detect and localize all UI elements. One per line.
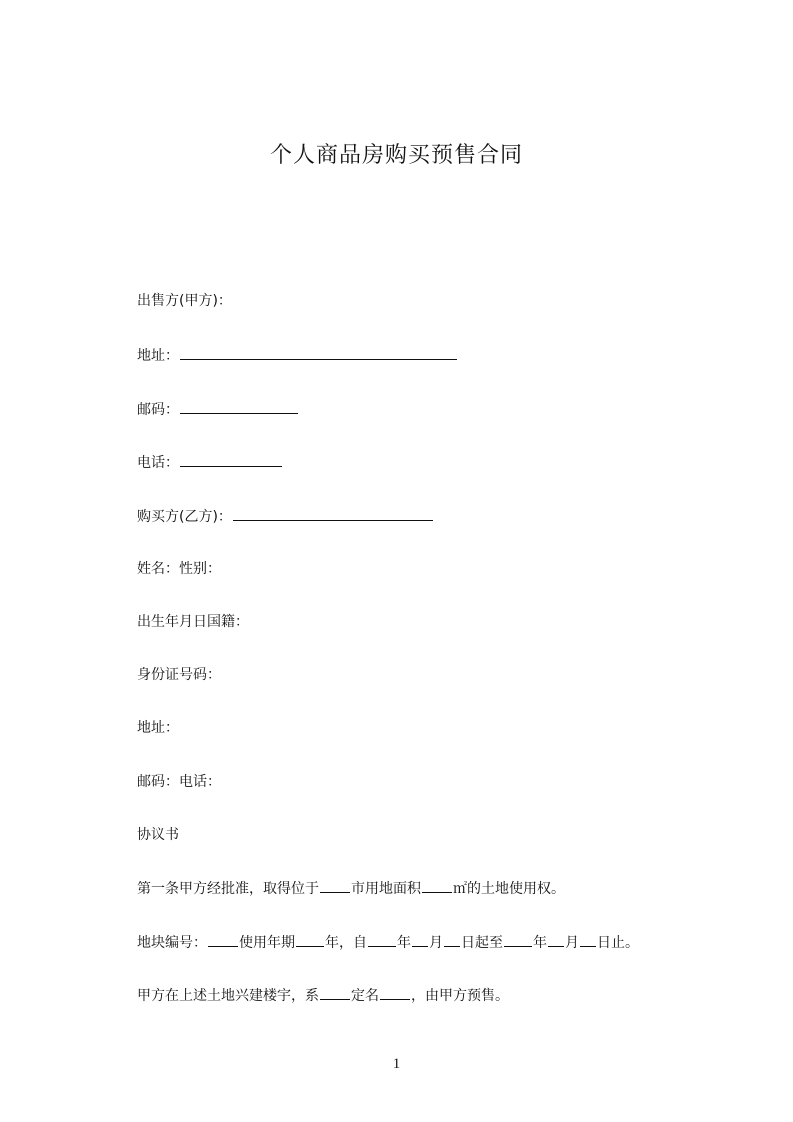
plot-text-3: 年，自 <box>325 935 367 951</box>
name-gender-label: 姓名：性别： <box>137 561 221 577</box>
plot-number-blank[interactable] <box>208 932 238 947</box>
seller-address-blank[interactable] <box>180 345 457 360</box>
plot-text-6: 日起至 <box>461 935 503 951</box>
name-gender-line <box>137 559 221 579</box>
seller-phone-blank[interactable] <box>180 452 282 467</box>
plot-text-4: 年 <box>397 935 411 951</box>
seller-postcode-blank[interactable] <box>180 399 298 414</box>
building-type-blank[interactable] <box>320 985 350 1000</box>
seller-phone-label: 电话： <box>137 455 179 471</box>
buyer-address-line <box>137 718 179 738</box>
seller-address-line <box>137 345 458 366</box>
building-text-2: 定名 <box>351 988 379 1004</box>
seller-line <box>137 291 232 311</box>
buyer-blank[interactable] <box>233 506 433 521</box>
seller-label: 出售方(甲方)： <box>137 293 232 309</box>
birth-nationality-label: 出生年月日国籍： <box>137 614 249 630</box>
agreement-heading <box>137 825 179 845</box>
plot-text-2: 使用年期 <box>239 935 295 951</box>
building-text-3: ，由甲方预售。 <box>411 988 509 1004</box>
postcode-phone-label: 邮码：电话： <box>137 774 221 790</box>
term-years-blank[interactable] <box>296 932 324 947</box>
end-year-blank[interactable] <box>504 932 532 947</box>
seller-address-label: 地址： <box>137 348 179 364</box>
plot-text-5: 月 <box>429 935 443 951</box>
birth-nationality-line <box>137 612 249 632</box>
seller-phone-line <box>137 452 283 473</box>
city-blank[interactable] <box>320 878 350 893</box>
id-number-label: 身份证号码： <box>137 667 221 683</box>
plot-text-8: 月 <box>565 935 579 951</box>
plot-line <box>137 932 639 953</box>
buyer-line <box>137 506 434 527</box>
plot-text-1: 地块编号： <box>137 935 207 951</box>
seller-postcode-label: 邮码： <box>137 402 179 418</box>
plot-text-7: 年 <box>533 935 547 951</box>
building-text-1: 甲方在上述土地兴建楼宇，系 <box>137 988 319 1004</box>
buyer-address-label: 地址： <box>137 720 179 736</box>
page-number: 1 <box>392 1056 401 1072</box>
start-month-blank[interactable] <box>412 932 428 947</box>
building-name-blank[interactable] <box>380 985 410 1000</box>
buyer-label: 购买方(乙方)： <box>137 509 232 525</box>
plot-text-9: 日止。 <box>597 935 639 951</box>
area-blank[interactable] <box>422 878 452 893</box>
article-1-text-1: 第一条甲方经批准，取得位于 <box>137 881 319 897</box>
article-1-text-3: ㎡的土地使用权。 <box>453 881 565 897</box>
article-1-line <box>137 878 565 899</box>
document-title: 个人商品房购买预售合同 <box>269 143 523 168</box>
building-line <box>137 985 509 1006</box>
end-day-blank[interactable] <box>580 932 596 947</box>
id-number-line <box>137 665 221 685</box>
article-1-text-2: 市用地面积 <box>351 881 421 897</box>
postcode-phone-line <box>137 772 221 792</box>
agreement-label: 协议书 <box>137 827 179 843</box>
start-year-blank[interactable] <box>368 932 396 947</box>
end-month-blank[interactable] <box>548 932 564 947</box>
start-day-blank[interactable] <box>444 932 460 947</box>
seller-postcode-line <box>137 399 299 420</box>
